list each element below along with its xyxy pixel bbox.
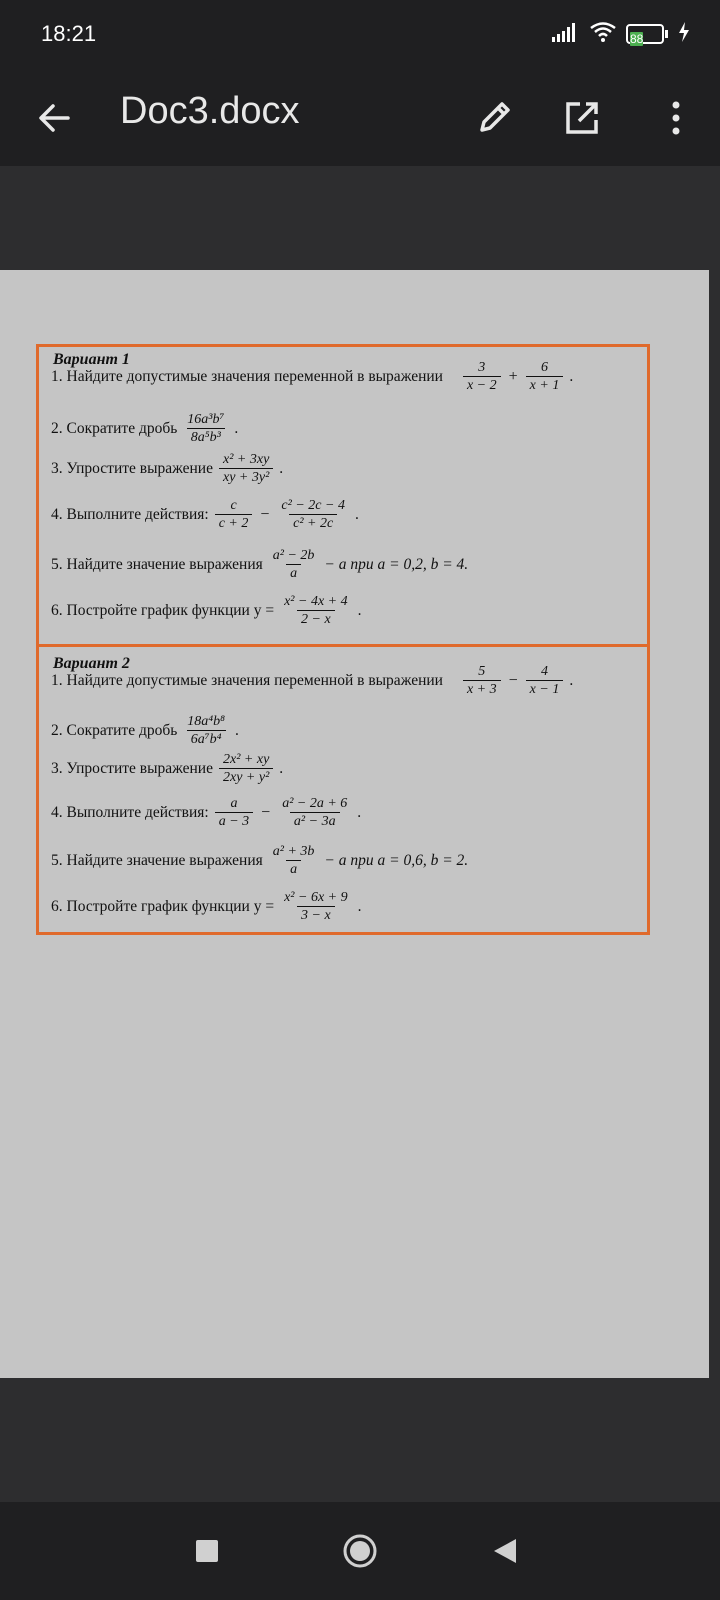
- charging-icon: [678, 22, 690, 46]
- battery-level: 88: [630, 32, 644, 46]
- battery-icon: [626, 24, 668, 44]
- task-text: 3. Упростите выражение: [51, 760, 213, 777]
- back-arrow-icon: [36, 100, 72, 136]
- recents-square-icon: [195, 1539, 219, 1563]
- task-text: 6. Постройте график функции y =: [51, 898, 275, 915]
- task-text: 1. Найдите допустимые значения переменной в выражении: [51, 368, 443, 385]
- fraction: $\frac{\text{x² − 4x + 4}}{2 - x}$: [284, 594, 348, 627]
- variant-2-title: Вариант 2: [53, 655, 130, 672]
- task-text: 6. Постройте график функции y =: [51, 602, 275, 619]
- variant-1-title: Вариант 1: [53, 351, 130, 368]
- fraction: $\frac{\text{a² − 2a + 6}}{\text{a² − 3a}}$: [282, 796, 348, 829]
- task-text: 5. Найдите значение выражения: [51, 556, 263, 573]
- wifi-icon: [590, 22, 616, 46]
- signal-icon: [552, 22, 580, 46]
- open-external-icon: [562, 98, 602, 138]
- fraction: $\frac{3}{x - 2}$: [463, 359, 501, 395]
- edit-button[interactable]: [464, 88, 524, 148]
- task-text: 2. Сократите дробь: [51, 722, 178, 739]
- task-text: 2. Сократите дробь: [51, 420, 178, 437]
- fraction: $\frac{\text{16a³b⁷}}{\text{8a⁵b³}}$: [187, 412, 225, 445]
- home-button[interactable]: [335, 1526, 385, 1576]
- fraction: $\frac{\text{a² + 3b}}{a}$: [272, 844, 315, 877]
- app-bar: [0, 70, 720, 166]
- task-tail: − a при a = 0,2, b = 4.: [324, 556, 469, 573]
- task-text: 5. Найдите значение выражения: [51, 852, 263, 869]
- task-tail: − a при a = 0,6, b = 2.: [324, 852, 469, 869]
- document-page: [0, 270, 709, 1378]
- fraction: $\frac{\text{a² − 2b}}{a}$: [272, 548, 315, 581]
- status-bar: [0, 0, 720, 70]
- task-1: 1. Найдите допустимые значения переменной в выражении $\frac{3}{x - 2}$ + $\frac{6}{x + 1}$ .: [51, 360, 574, 393]
- task-text: 4. Выполните действия:: [51, 506, 209, 523]
- task-text: 3. Упростите выражение: [51, 460, 213, 477]
- home-circle-icon: [342, 1533, 378, 1569]
- fraction: $\frac{\text{x² + 3xy}}{\text{xy + 3y²}}$: [219, 451, 273, 487]
- document-title: Doc3.docx: [120, 90, 300, 132]
- back-button[interactable]: [24, 88, 84, 148]
- fraction: $\frac{c}{c + 2}$: [215, 497, 253, 533]
- system-nav-bar: [0, 1502, 720, 1600]
- fraction: $\frac{\text{2x² + xy}}{\text{2xy + y²}}$: [219, 751, 273, 787]
- task-5: [51, 843, 468, 879]
- variant-1-box: [36, 344, 650, 647]
- fraction: $\frac{a}{a - 3}$: [215, 795, 253, 831]
- more-vert-icon: [670, 100, 682, 136]
- task-3: 3. Упростите выражение $\frac{\text{x² + 3xy}}{\text{xy + 3y²}}$ .: [51, 452, 284, 485]
- document-viewer[interactable]: [0, 166, 720, 1502]
- task-text: 1. Найдите допустимые значения переменной в выражении: [51, 672, 443, 689]
- task-1: 1. Найдите допустимые значения переменной в выражении $\frac{5}{x + 3}$ − $\frac{4}{x - 1}$ .: [51, 664, 574, 697]
- more-options-button[interactable]: [646, 88, 706, 148]
- fraction: $\frac{\text{18a⁴b⁸}}{\text{6a⁷b⁴}}$: [187, 714, 226, 747]
- task-4: 4. Выполните действия: $\frac{c}{c + 2}$ − $\frac{\text{c² − 2c − 4}}{\text{c² + 2c}}$ .: [51, 498, 359, 531]
- task-4: 4. Выполните действия: $\frac{a}{a - 3}$ − $\frac{\text{a² − 2a + 6}}{\text{a² − 3a}}$ .: [51, 796, 362, 829]
- status-icons: [552, 22, 690, 46]
- recents-button[interactable]: [182, 1526, 232, 1576]
- fraction: $\frac{6}{x + 1}$: [526, 359, 564, 395]
- task-3: 3. Упростите выражение $\frac{\text{2x² + xy}}{\text{2xy + y²}}$ .: [51, 752, 284, 785]
- task-text: 4. Выполните действия:: [51, 804, 209, 821]
- status-time: 18:21: [41, 21, 97, 46]
- fraction: $\frac{4}{x - 1}$: [526, 663, 564, 699]
- task-6: 6. Постройте график функции y = $\frac{\text{x² − 6x + 9}}{3 - x}$ .: [51, 890, 362, 923]
- nav-back-triangle-icon: [492, 1537, 518, 1565]
- variant-2-box: [36, 644, 650, 935]
- fraction: $\frac{\text{x² − 6x + 9}}{3 - x}$: [284, 890, 348, 923]
- task-2: 2. Сократите дробь $\frac{\text{16a³b⁷}}{\text{8a⁵b³}}$ .: [51, 412, 239, 445]
- open-external-button[interactable]: [552, 88, 612, 148]
- task-2: 2. Сократите дробь $\frac{\text{18a⁴b⁸}}{\text{6a⁷b⁴}}$ .: [51, 714, 239, 747]
- task-5: [51, 547, 468, 583]
- task-6: 6. Постройте график функции y = $\frac{\text{x² − 4x + 4}}{2 - x}$ .: [51, 594, 362, 627]
- pencil-icon: [474, 98, 514, 138]
- fraction: $\frac{\text{c² − 2c − 4}}{\text{c² + 2c}}$: [281, 498, 345, 531]
- nav-back-button[interactable]: [480, 1526, 530, 1576]
- fraction: $\frac{5}{x + 3}$: [463, 663, 501, 699]
